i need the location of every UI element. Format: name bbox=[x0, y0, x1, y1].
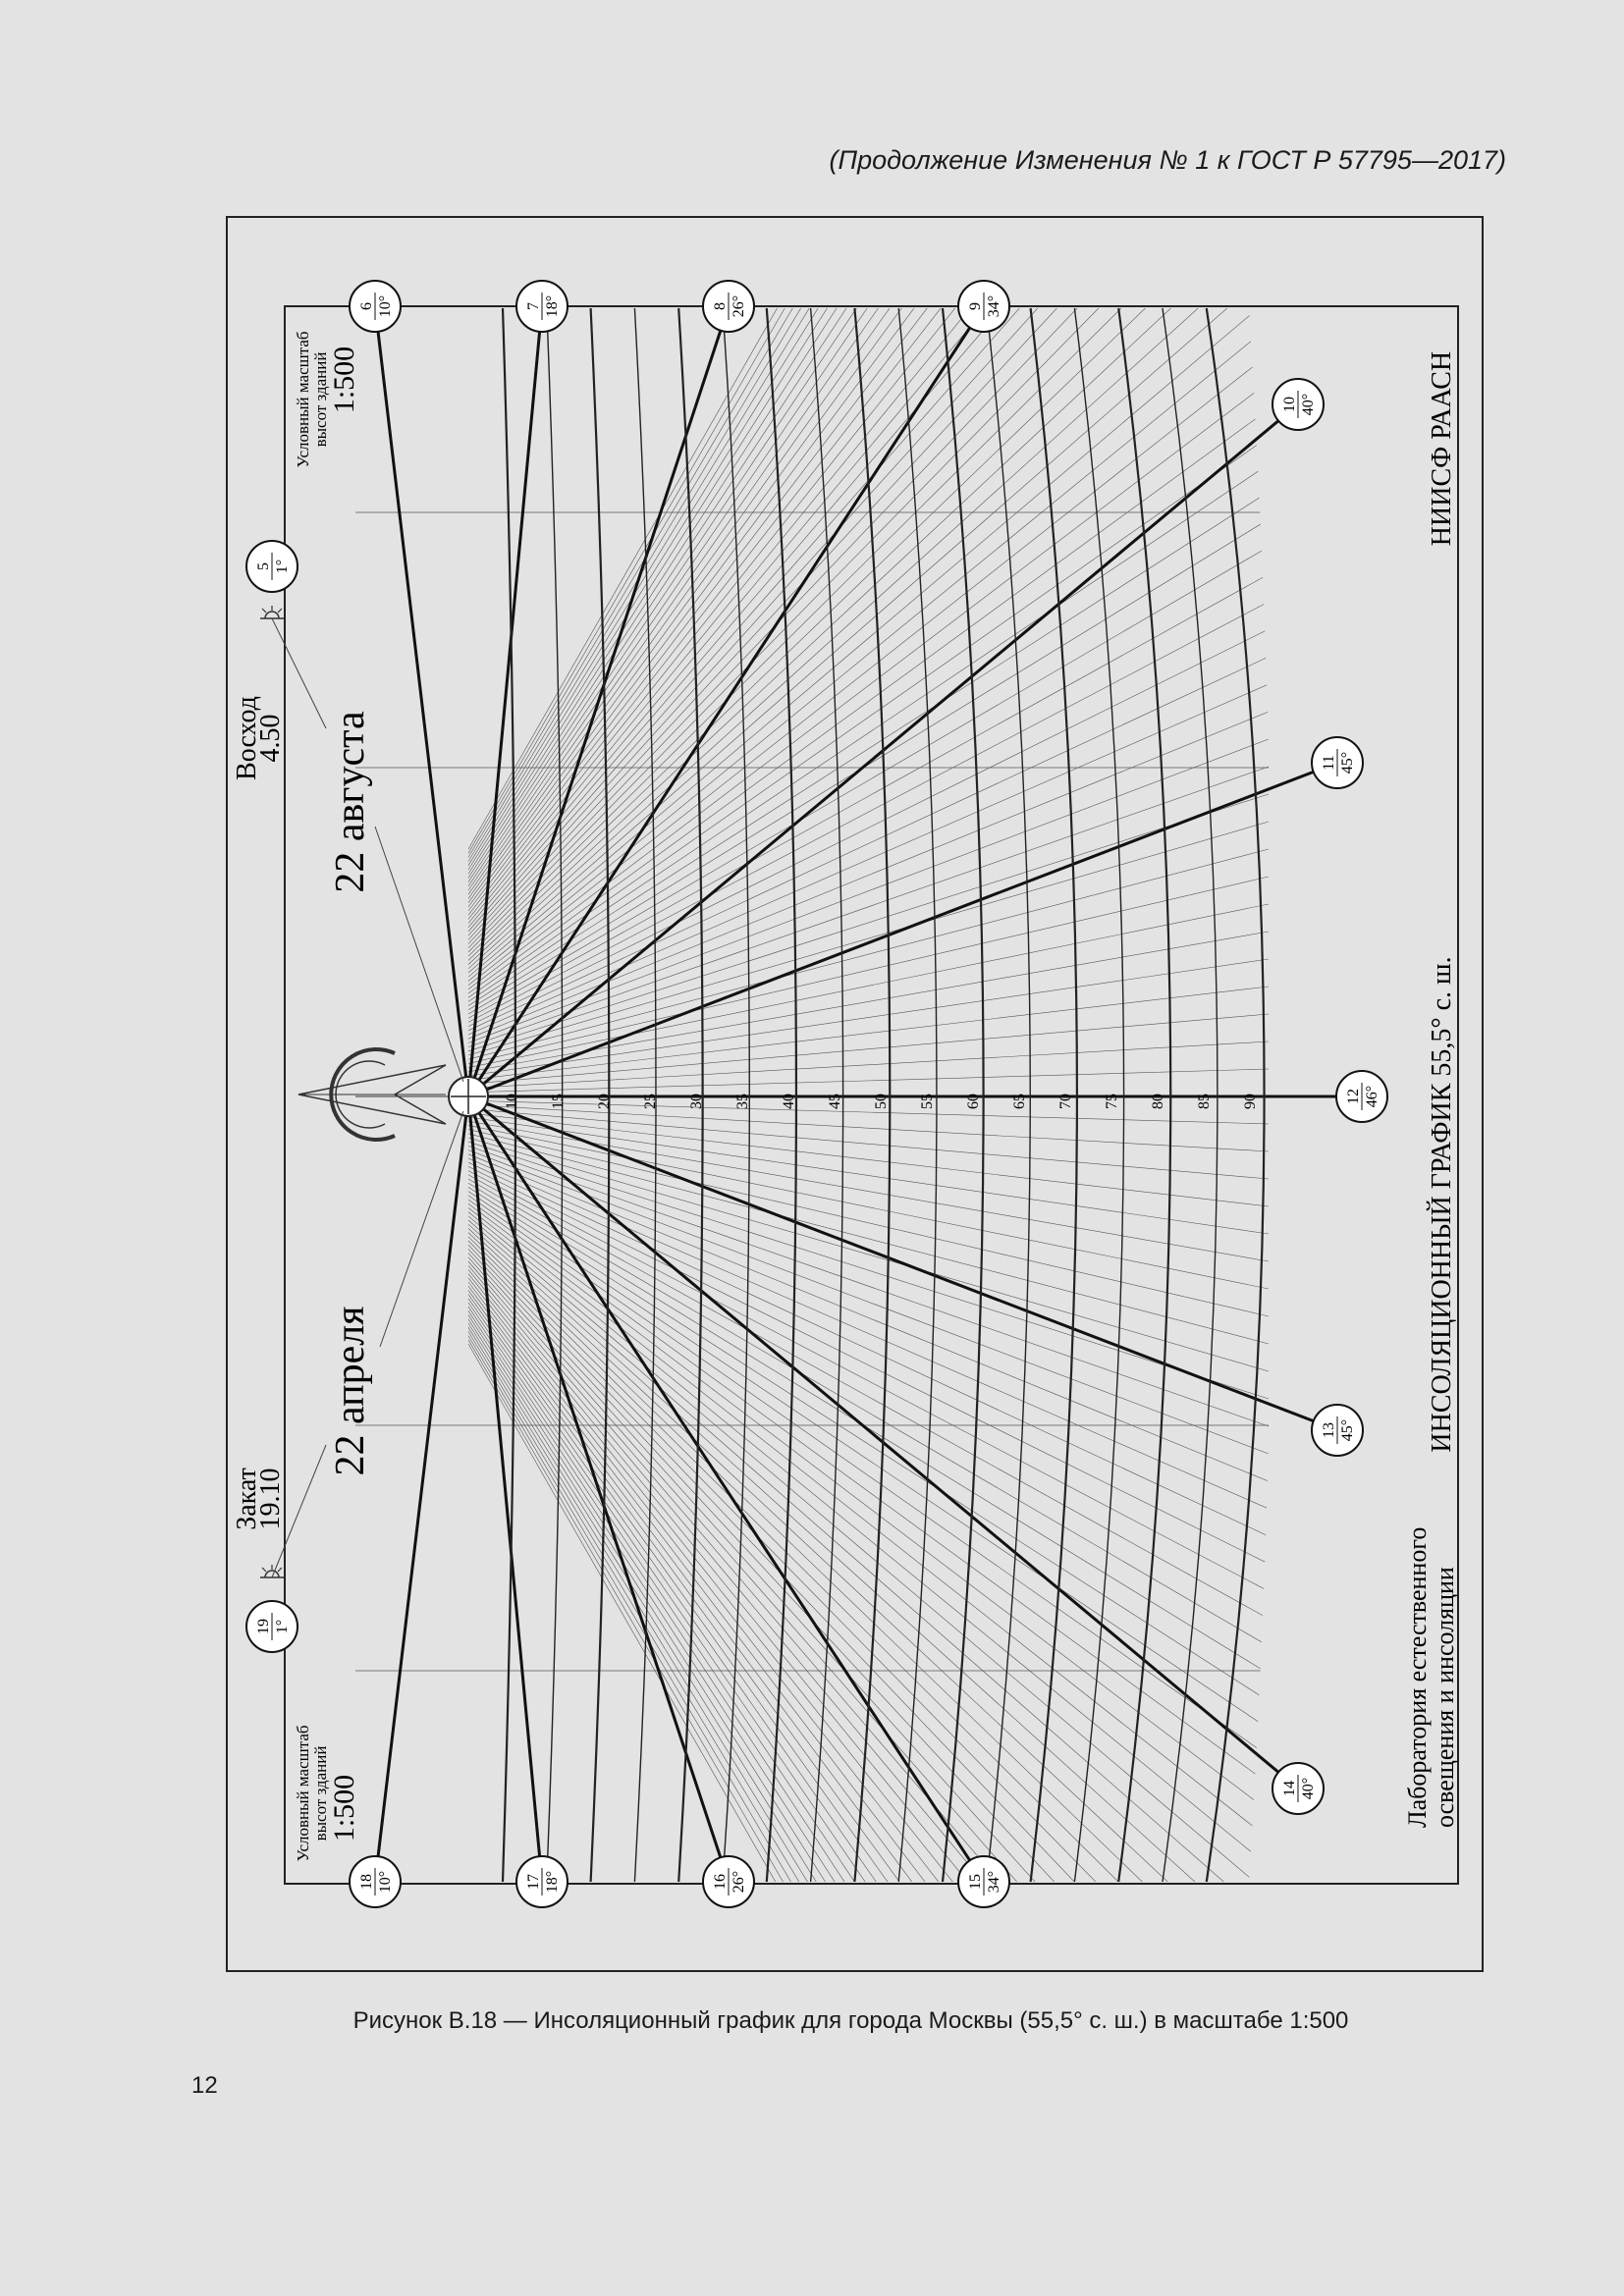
hour-marker-hour: 7 bbox=[525, 302, 542, 310]
distance-tick-label: 55 bbox=[919, 1094, 936, 1109]
hour-marker-15 bbox=[958, 1856, 1009, 1907]
insolation-chart bbox=[228, 218, 1486, 1974]
figure-frame bbox=[226, 216, 1484, 1972]
distance-tick-label: 60 bbox=[965, 1094, 982, 1109]
hour-ray-17 bbox=[468, 1096, 542, 1882]
hour-marker-11 bbox=[1312, 737, 1363, 788]
hour-marker-6 bbox=[350, 281, 401, 332]
hour-marker-altitude: 18° bbox=[544, 1870, 561, 1894]
chart-org: НИИСФ РААСН bbox=[1427, 350, 1457, 547]
hour-marker-hour: 16 bbox=[712, 1874, 729, 1890]
hour-marker-16 bbox=[703, 1856, 754, 1907]
scale-label-bottom-1: Условный масштаб bbox=[294, 1725, 312, 1862]
hour-marker-altitude: 26° bbox=[731, 294, 747, 318]
hour-marker-altitude: 46° bbox=[1364, 1085, 1380, 1108]
hour-marker-19 bbox=[246, 1601, 298, 1652]
scale-label-top-1: Условный масштаб bbox=[294, 331, 312, 468]
hour-marker-8 bbox=[703, 281, 754, 332]
sunrise-sun-icon bbox=[260, 606, 284, 618]
scale-value-top: 1:500 bbox=[328, 346, 360, 414]
hour-ray-18 bbox=[375, 1096, 468, 1882]
hour-marker-14 bbox=[1272, 1763, 1324, 1814]
hour-rays bbox=[375, 306, 1362, 1882]
hour-marker-hour: 12 bbox=[1345, 1089, 1362, 1104]
scale-label-bottom-2: высот зданий bbox=[311, 1745, 330, 1842]
distance-tick-label: 50 bbox=[873, 1094, 890, 1109]
sunset-sun-icon bbox=[260, 1565, 284, 1577]
scale-value-bottom: 1:500 bbox=[328, 1774, 360, 1842]
distance-tick-label: 30 bbox=[688, 1094, 705, 1109]
hour-ray-16 bbox=[468, 1096, 729, 1882]
distance-tick-label: 90 bbox=[1242, 1094, 1259, 1109]
scale-label-top-2: высот зданий bbox=[311, 351, 330, 448]
distance-tick-label: 10 bbox=[504, 1094, 520, 1109]
hour-marker-hour: 8 bbox=[712, 302, 729, 310]
hour-ray-13 bbox=[468, 1096, 1337, 1430]
hour-marker-hour: 14 bbox=[1281, 1781, 1298, 1796]
sunset-time: 19.10 bbox=[255, 1468, 286, 1530]
hour-marker-hour: 9 bbox=[967, 302, 984, 310]
distance-tick-label: 40 bbox=[781, 1094, 797, 1109]
hour-marker-altitude: 45° bbox=[1339, 1418, 1356, 1442]
distance-tick-label: 15 bbox=[550, 1094, 567, 1109]
distance-tick-label: 65 bbox=[1011, 1094, 1028, 1109]
hour-marker-12 bbox=[1336, 1071, 1387, 1122]
page-number: 12 bbox=[191, 2072, 218, 2099]
hour-ray-15 bbox=[468, 1096, 984, 1882]
date-august-label: 22 августа bbox=[328, 711, 373, 893]
hour-marker-hour: 17 bbox=[525, 1874, 542, 1890]
compass-emblem-icon bbox=[298, 1049, 446, 1140]
hour-marker-hour: 5 bbox=[255, 562, 272, 570]
hour-marker-hour: 11 bbox=[1321, 755, 1337, 771]
hour-marker-altitude: 18° bbox=[544, 294, 561, 318]
hour-ray-6 bbox=[375, 306, 468, 1096]
hour-marker-altitude: 10° bbox=[377, 294, 394, 318]
hour-marker-5 bbox=[246, 541, 298, 592]
page-header: (Продолжение Изменения № 1 к ГОСТ Р 57795—2017) bbox=[829, 145, 1506, 175]
distance-tick-label: 20 bbox=[596, 1094, 613, 1109]
lab-label-2: освещения и инсоляции bbox=[1431, 1567, 1459, 1828]
hour-ray-11 bbox=[468, 763, 1337, 1096]
hour-marker-hour: 6 bbox=[358, 302, 375, 310]
sunrise-time: 4.50 bbox=[255, 714, 286, 763]
hour-marker-7 bbox=[516, 281, 568, 332]
hour-marker-altitude: 34° bbox=[986, 294, 1002, 318]
hour-marker-hour: 18 bbox=[358, 1874, 375, 1890]
sunrise-label: Восход bbox=[232, 696, 262, 780]
hour-marker-18 bbox=[350, 1856, 401, 1907]
distance-tick-label: 70 bbox=[1057, 1094, 1074, 1109]
hour-marker-altitude: 1° bbox=[274, 1619, 291, 1634]
distance-tick-label: 35 bbox=[734, 1094, 751, 1109]
distance-tick-label: 85 bbox=[1196, 1094, 1213, 1109]
hour-marker-altitude: 1° bbox=[274, 559, 291, 574]
date-april-label: 22 апреля bbox=[328, 1306, 373, 1476]
hour-marker-altitude: 45° bbox=[1339, 751, 1356, 774]
hour-marker-17 bbox=[516, 1856, 568, 1907]
hour-marker-hour: 15 bbox=[967, 1874, 984, 1890]
chart-title: ИНСОЛЯЦИОННЫЙ ГРАФИК 55,5° с. ш. bbox=[1427, 956, 1457, 1453]
hour-marker-hour: 13 bbox=[1321, 1422, 1337, 1438]
distance-tick-label: 45 bbox=[827, 1094, 843, 1109]
hour-marker-9 bbox=[958, 281, 1009, 332]
hour-marker-10 bbox=[1272, 379, 1324, 430]
hour-marker-altitude: 40° bbox=[1300, 393, 1317, 416]
hour-marker-hour: 10 bbox=[1281, 397, 1298, 412]
hour-marker-altitude: 10° bbox=[377, 1870, 394, 1894]
hour-marker-hour: 19 bbox=[255, 1619, 272, 1634]
lab-label-1: Лаборатория естественного bbox=[1403, 1526, 1432, 1828]
figure-caption: Рисунок В.18 — Инсоляционный график для города Москвы (55,5° с. ш.) в масштабе 1:500 bbox=[352, 2007, 1349, 2034]
hour-marker-13 bbox=[1312, 1405, 1363, 1456]
hour-marker-altitude: 40° bbox=[1300, 1777, 1317, 1800]
distance-tick-label: 80 bbox=[1150, 1094, 1166, 1109]
distance-tick-label: 75 bbox=[1104, 1094, 1120, 1109]
distance-tick-label: 25 bbox=[642, 1094, 659, 1109]
hour-marker-altitude: 34° bbox=[986, 1870, 1002, 1894]
hour-marker-altitude: 26° bbox=[731, 1870, 747, 1894]
sunset-label: Закат bbox=[232, 1468, 262, 1530]
